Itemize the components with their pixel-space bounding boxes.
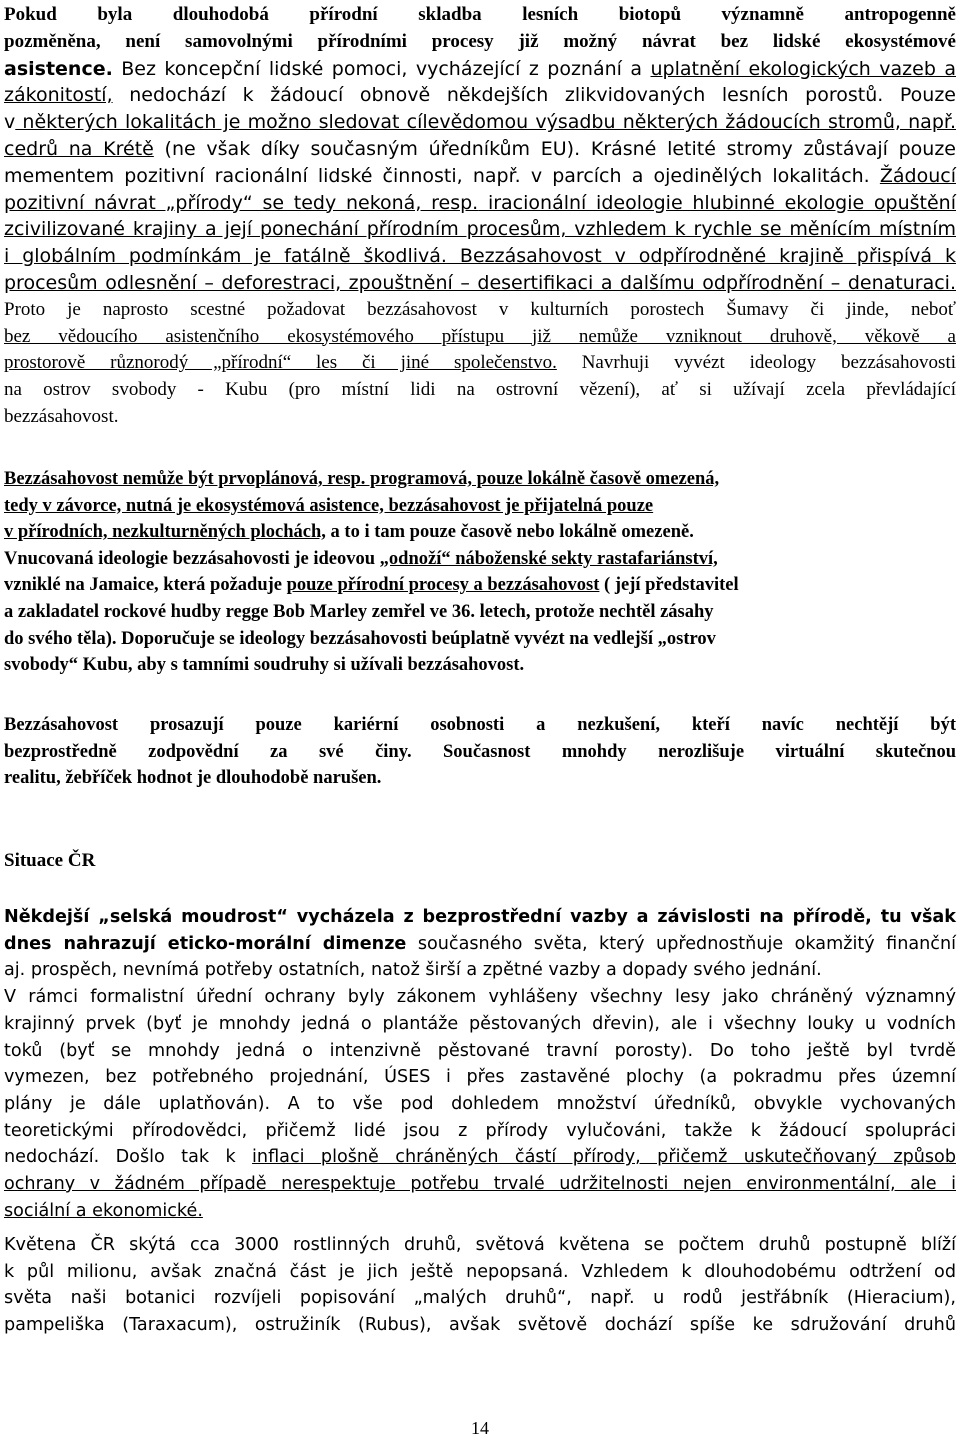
text-line bbox=[4, 1144, 956, 1171]
text-run: vzniklé na Jamaice, která požaduje bbox=[4, 575, 287, 596]
text-line: tedy v závorce, nutná je ekosystémová asistence, bezzásahovost je přijatelná pouze bbox=[4, 495, 654, 516]
text-run: nedochází k žádoucí obnově někdejších zlikvidovaných lesních porostů. Pouze bbox=[112, 84, 956, 107]
text-run: dnes nahrazují eticko-morální dimenze bbox=[4, 933, 407, 954]
text-line: do svého těla). Doporučuje se ideology bezzásahovosti beúplatně vyvézt na vedlejší „ostrov bbox=[4, 628, 716, 649]
text-run: některých lokalitách je možno sledovat cílevědomou výsadbu některých žádoucích stromů, např. bbox=[15, 111, 956, 134]
text-line bbox=[4, 82, 956, 109]
text-run: prostorově různorodý „přírodní“ les či jiné společenstvo. bbox=[4, 352, 557, 374]
text-run: iracionální ideologie hlubinné ekologie opuštění bbox=[478, 191, 956, 214]
text-line: bezzásahovost. bbox=[4, 405, 119, 427]
text-line: Květena ČR skýtá cca 3000 rostlinných druhů, světová květena se počtem druhů postupně blíží bbox=[4, 1235, 956, 1255]
text-line: procesům odlesnění – deforestraci, zpouštnění – desertifikaci a dalšímu odpřírodnění – denaturaci. bbox=[4, 271, 956, 294]
paragraph-situace bbox=[4, 904, 956, 1224]
text-run: ( její představitel bbox=[599, 575, 739, 596]
text-run: Bez koncepční lidské pomoci, vycházející z poznání a bbox=[112, 57, 651, 80]
text-run: asistence. bbox=[4, 57, 113, 80]
text-run: „odnoží“ náboženské sekty rastafariánství, bbox=[379, 548, 718, 569]
text-run: uplatnění ekologických vazeb a bbox=[650, 57, 956, 80]
text-run: cedrů na Krétě bbox=[4, 137, 154, 160]
text-line: bez vědoucího asistenčního ekosystémového přístupu již nemůže vzniknout druhově, věkově a bbox=[4, 325, 956, 347]
page-number: 14 bbox=[471, 1418, 489, 1438]
text-run: Navrhuji vyvézt ideology bezzásahovosti bbox=[556, 352, 956, 374]
text-run: Žádoucí bbox=[879, 164, 956, 187]
section-heading bbox=[4, 847, 956, 875]
text-run: inflaci plošně chráněných částí přírody, přičemž uskutečňovaný způsob bbox=[252, 1147, 956, 1168]
text-run: v bbox=[4, 111, 16, 134]
text-line: a zakladatel rockové hudby regge Bob Marley zemřel ve 36. letech, protože nechtěl zásahy bbox=[4, 601, 714, 622]
text-line: na ostrov svobody - Kubu (pro místní lidi na ostrovní vězení), ať si užívají zcela převládající bbox=[4, 379, 956, 401]
text-run: Bezzásahovost v odpřírodněné krajině přispívá k bbox=[446, 245, 957, 268]
text-line: pampeliška (Taraxacum), ostružiník (Rubus), avšak světově dochází spíše ke sdružování druhů bbox=[4, 1315, 956, 1336]
text-run: mementem pozitivní racionální lidské činnosti, např. v parcích a ojedinělých lokalitách. bbox=[4, 164, 880, 187]
text-line bbox=[4, 572, 956, 599]
text-line: realitu, žebříček hodnot je dlouhodobě narušen. bbox=[4, 768, 382, 789]
text-line bbox=[4, 243, 956, 270]
text-line bbox=[4, 931, 956, 958]
text-line bbox=[4, 519, 956, 546]
text-line bbox=[4, 163, 956, 190]
paragraph-kvetena bbox=[4, 1232, 956, 1339]
text-line: k půl milionu, avšak značná část je jich ještě nepopsaná. Vzhledem k dlouhodobému odtržení od bbox=[4, 1261, 956, 1282]
text-line: toků (byť se mnohdy jedná o intenzivně pěstované travní porosty). Do toho ještě byl tvrdě bbox=[4, 1040, 956, 1061]
text-line: Bezzásahovost nemůže být prvoplánová, resp. programová, pouze lokálně časově omezená, bbox=[4, 469, 720, 489]
text-line: V rámci formalistní úřední ochrany byly zákonem vyhlášeny všechny lesy jako chráněný významný bbox=[4, 987, 956, 1008]
paragraph-intro bbox=[4, 2, 956, 431]
heading-text: Situace ČR bbox=[4, 850, 96, 871]
text-run: (ne však díky současným úředníkům EU). Krásné letité stromy zůstávají pouze bbox=[153, 137, 957, 160]
text-run: v přírodních, nezkulturněných plochách, bbox=[4, 522, 326, 543]
text-run: současného světa, který upřednostňuje okamžitý finanční bbox=[406, 933, 956, 954]
text-run: zákonitostí, bbox=[4, 84, 113, 107]
paragraph-bezzasahovost bbox=[4, 466, 956, 679]
text-line bbox=[4, 190, 956, 217]
text-line bbox=[4, 56, 956, 83]
text-line: ochrany v žádném případě nerespektuje potřebu trvalé udržitelnosti nejen environmentální, ale i bbox=[4, 1174, 956, 1195]
text-line: sociální a ekonomické. bbox=[4, 1200, 203, 1221]
text-line bbox=[4, 136, 956, 163]
text-run: a to i tam pouze časově nebo lokálně omezeně. bbox=[325, 522, 694, 543]
text-line: Bezzásahovost prosazují pouze kariérní osobnosti a nezkušení, kteří navíc nechtějí být bbox=[4, 715, 956, 735]
text-line bbox=[4, 109, 956, 136]
text-run: i globálním podmínkám je fatálně škodlivá. bbox=[4, 245, 447, 268]
text-line: Pokud byla dlouhodobá přírodní skladba lesních biotopů významně antropogenně bbox=[4, 4, 956, 25]
text-line: vymezen, bez potřebného projednání, ÚSES i přes zastavěné plochy (a pokradmu přes územní bbox=[4, 1067, 956, 1088]
text-line: plány je dále uplatňován). A to vše pod dohledem množství úředníků, obvykle vychovaných bbox=[4, 1093, 956, 1114]
text-line: světa naši botanici rozvíjeli popisování „malých druhů“, např. u rodů jestřábník (Hieracium), bbox=[4, 1288, 956, 1309]
text-run: pozitivní návrat „přírody“ se tedy nekoná, resp. bbox=[4, 191, 479, 214]
text-line: bezprostředně zodpovědní za své činy. Současnost mnohdy nerozlišuje virtuální skutečnou bbox=[4, 741, 956, 762]
text-line: aj. prospěch, nevnímá potřeby ostatních, natož širší a zpětné vazby a dopady svého jednání. bbox=[4, 960, 822, 981]
text-run: Vnucovaná ideologie bezzásahovosti je ideovou bbox=[4, 548, 380, 569]
text-line: Proto je naprosto scestné požadovat bezzásahovost v kulturních porostech Šumavy či jinde, neboť bbox=[4, 298, 956, 320]
text-line bbox=[4, 350, 956, 377]
text-line: svobody“ Kubu, aby s tamními soudruhy si užívali bezzásahovost. bbox=[4, 655, 525, 676]
text-line bbox=[4, 546, 956, 573]
text-line: teoretickými přírodovědci, přičemž lidé jsou z přírody vylučováni, takže k žádoucí spolupráci bbox=[4, 1120, 956, 1141]
text-line: krajinný prvek (byť je mnohdy jedná o plantáže pěstovaných dřevin), ale i všechny louky u vodních bbox=[4, 1013, 956, 1034]
text-run: nedochází. Došlo tak k bbox=[4, 1147, 253, 1168]
text-line: pozměněna, není samovolnými přírodními procesy již možný návrat bez lidské ekosystémové bbox=[4, 30, 956, 52]
text-run: pouze přírodní procesy a bezzásahovost bbox=[286, 575, 600, 596]
text-line: zcivilizované krajiny a její ponechání přírodním procesům, vzhledem k rychle se měnícím místním bbox=[4, 218, 956, 241]
text-line: Někdejší „selská moudrost“ vycházela z bezprostřední vazby a závislosti na přírodě, tu však bbox=[4, 907, 956, 927]
paragraph-kariera bbox=[4, 712, 956, 792]
